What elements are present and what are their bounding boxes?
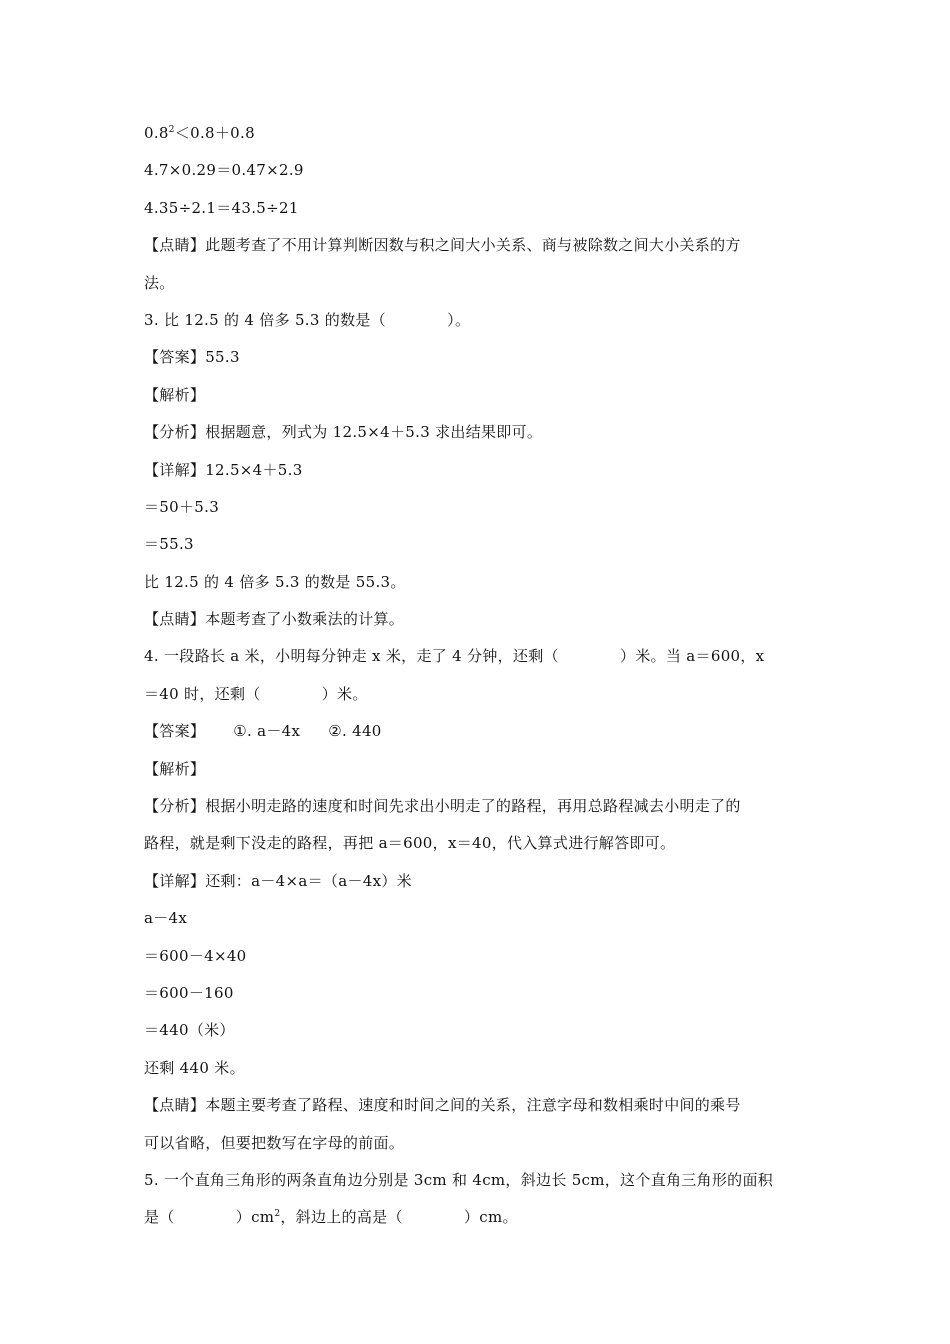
text-segment: 0.8 xyxy=(144,124,169,142)
text-line: 4.7×0.29＝0.47×2.9 xyxy=(144,161,304,180)
analysis-heading: 【解析】 xyxy=(144,759,206,778)
text-line: 4.35÷2.1＝43.5÷21 xyxy=(144,198,299,217)
comment-line: 【点睛】此题考查了不用计算判断因数与积之间大小关系、商与被除数之间大小关系的方 xyxy=(144,236,741,255)
text-line: ＝600－4×40 xyxy=(144,946,247,965)
comment-line: 【点睛】本题主要考查了路程、速度和时间之间的关系，注意字母和数相乘时中间的乘号 xyxy=(144,1096,741,1115)
solution-line: 【详解】12.5×4＋5.3 xyxy=(144,460,303,479)
text-segment: 是（ ）cm xyxy=(144,1208,275,1227)
text-segment: ＜0.8＋0.8 xyxy=(174,124,255,142)
question-5: 5. 一个直角三角形的两条直角边分别是 3cm 和 4cm，斜边长 5cm，这个直角三角形的面积 xyxy=(144,1170,774,1189)
text-line xyxy=(144,115,814,152)
text-line: ＝440（米） xyxy=(144,1021,235,1040)
text-line: ＝600－160 xyxy=(144,983,234,1002)
answer-line: 【答案】55.3 xyxy=(144,348,240,367)
comment-line: 【点睛】本题考查了小数乘法的计算。 xyxy=(144,610,405,629)
text-line: 比 12.5 的 4 倍多 5.3 的数是 55.3。 xyxy=(144,572,406,591)
solution-line: 【详解】还剩：a－4×a＝（a－4x）米 xyxy=(144,871,412,890)
question-4: 4. 一段路长 a 米，小明每分钟走 x 米，走了 4 分钟，还剩（ ）米。当 a＝600，x xyxy=(144,647,765,666)
superscript: 2 xyxy=(168,125,175,135)
text-line: 可以省略，但要把数写在字母的前面。 xyxy=(144,1133,405,1152)
analysis-line: 【分析】根据题意，列式为 12.5×4＋5.3 求出结果即可。 xyxy=(144,423,543,442)
text-line: ＝40 时，还剩（ ）米。 xyxy=(144,684,368,703)
text-line: a－4x xyxy=(144,909,188,928)
answer-line xyxy=(144,713,814,750)
text-segment: ，斜边上的高是（ ）cm。 xyxy=(280,1208,518,1227)
text-line: 还剩 440 米。 xyxy=(144,1058,245,1077)
question-3: 3. 比 12.5 的 4 倍多 5.3 的数是（ ）。 xyxy=(144,310,471,329)
analysis-heading: 【解析】 xyxy=(144,385,206,404)
text-line: 法。 xyxy=(144,273,175,292)
answer-part-1: ①. a－4x xyxy=(233,722,301,741)
analysis-line: 【分析】根据小明走路的速度和时间先求出小明走了的路程，再用总路程减去小明走了的 xyxy=(144,797,741,816)
text-line: ＝50＋5.3 xyxy=(144,497,220,516)
answer-part-2: ②. 440 xyxy=(328,722,382,741)
superscript: 2 xyxy=(274,1209,281,1220)
text-line xyxy=(144,1199,814,1236)
document-page xyxy=(144,115,814,1237)
answer-label: 【答案】 xyxy=(144,722,206,741)
text-line: ＝55.3 xyxy=(144,535,194,554)
text-line: 路程，就是剩下没走的路程，再把 a＝600，x＝40，代入算式进行解答即可。 xyxy=(144,834,676,853)
